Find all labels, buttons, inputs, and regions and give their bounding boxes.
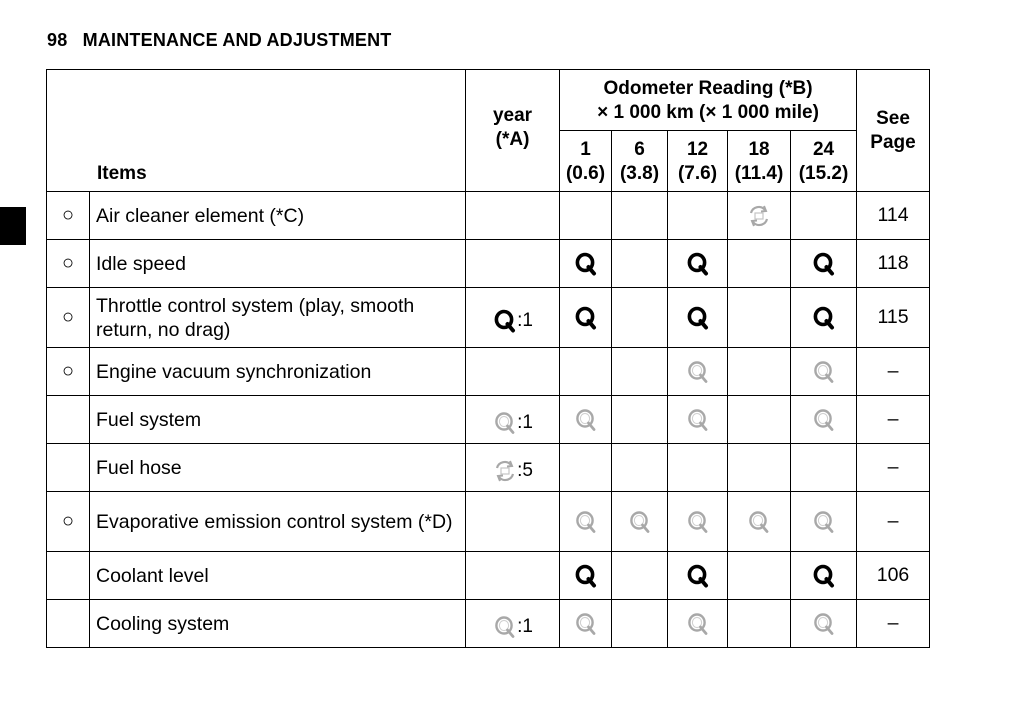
section-tab-marker (0, 207, 26, 245)
inspect-icon (573, 509, 599, 535)
emission-mark: ○ (47, 240, 90, 288)
item-label: Throttle control system (play, smooth return, no drag) (90, 288, 466, 348)
inspect-icon (685, 509, 711, 535)
inspect-icon (573, 407, 599, 433)
year-cell (466, 492, 560, 552)
table-row (47, 396, 930, 444)
see-page: – (857, 396, 930, 444)
year-cell (466, 396, 560, 444)
mile-value: (15.2) (798, 163, 849, 184)
inspect-icon (492, 308, 518, 334)
year-cell (466, 348, 560, 396)
km-value: 24 (812, 139, 835, 160)
km-col-1 (560, 131, 612, 192)
inspect-icon (492, 410, 518, 436)
emission-mark: ○ (47, 288, 90, 348)
inspect-icon (685, 563, 711, 589)
header-year-line1: year (492, 105, 533, 126)
inspect-icon (811, 611, 837, 637)
table-row (47, 492, 930, 552)
page-number: 98 (47, 30, 68, 50)
inspect-icon (685, 251, 711, 277)
table-row (47, 552, 930, 600)
replace-icon (492, 458, 518, 484)
mile-value: (3.8) (619, 163, 660, 184)
inspect-icon (627, 509, 653, 535)
emission-mark (47, 552, 90, 600)
inspect-icon (573, 251, 599, 277)
km-value: 12 (686, 139, 709, 160)
table-row (47, 240, 930, 288)
inspect-icon (685, 359, 711, 385)
item-label: Coolant level (90, 552, 466, 600)
year-cell (466, 600, 560, 648)
item-label: Engine vacuum synchronization (90, 348, 466, 396)
item-label: Idle speed (90, 240, 466, 288)
inspect-icon (746, 509, 772, 535)
emission-mark: ○ (47, 348, 90, 396)
emission-mark (47, 396, 90, 444)
inspect-icon (811, 509, 837, 535)
header-year-line2: (*A) (495, 129, 530, 150)
see-page: 115 (857, 288, 930, 348)
km-value: 6 (634, 139, 645, 160)
see-page: – (857, 492, 930, 552)
table-row (47, 600, 930, 648)
header-see-line2: Page (870, 131, 916, 153)
mile-value: (7.6) (677, 163, 718, 184)
see-page: 114 (857, 192, 930, 240)
page-header (47, 30, 392, 51)
see-page: 106 (857, 552, 930, 600)
km-col-24 (791, 131, 857, 192)
inspect-icon (811, 305, 837, 331)
header-see-line1: See (876, 107, 910, 129)
inspect-icon (685, 407, 711, 433)
header-see-page (857, 70, 930, 192)
header-odometer-line1: Odometer Reading (*B) (603, 78, 813, 99)
emission-mark (47, 444, 90, 492)
maintenance-schedule-table (46, 69, 930, 648)
year-cell (466, 552, 560, 600)
mile-value: (11.4) (734, 163, 784, 184)
emission-mark: ○ (47, 492, 90, 552)
km-value: 1 (580, 139, 591, 160)
km-col-18 (728, 131, 791, 192)
year-cell (466, 288, 560, 348)
table-row (47, 348, 930, 396)
page-title: MAINTENANCE AND ADJUSTMENT (82, 30, 392, 50)
table-row (47, 444, 930, 492)
year-note: :1 (517, 309, 533, 331)
year-cell (466, 240, 560, 288)
inspect-icon (811, 359, 837, 385)
emission-mark: ○ (47, 192, 90, 240)
inspect-icon (573, 305, 599, 331)
year-note: :1 (517, 615, 533, 637)
inspect-icon (811, 407, 837, 433)
header-odometer (560, 70, 857, 131)
year-cell (466, 444, 560, 492)
emission-mark (47, 600, 90, 648)
year-note: :5 (517, 459, 533, 481)
km-col-12 (668, 131, 728, 192)
header-odometer-line2: × 1 000 km (× 1 000 mile) (597, 102, 819, 123)
item-label: Air cleaner element (*C) (90, 192, 466, 240)
table-row (47, 192, 930, 240)
item-label: Cooling system (90, 600, 466, 648)
see-page: 118 (857, 240, 930, 288)
header-year (466, 70, 560, 192)
inspect-icon (573, 563, 599, 589)
header-items: Items (47, 70, 466, 192)
item-label: Fuel system (90, 396, 466, 444)
item-label: Fuel hose (90, 444, 466, 492)
inspect-icon (685, 305, 711, 331)
inspect-icon (811, 251, 837, 277)
km-value: 18 (748, 139, 770, 160)
see-page: – (857, 600, 930, 648)
year-note: :1 (517, 411, 533, 433)
year-cell (466, 192, 560, 240)
inspect-icon (573, 611, 599, 637)
replace-icon (746, 203, 772, 229)
item-label: Evaporative emission control system (*D) (90, 492, 466, 552)
table-row (47, 288, 930, 348)
inspect-icon (685, 611, 711, 637)
km-col-6 (612, 131, 668, 192)
see-page: – (857, 444, 930, 492)
mile-value: (0.6) (565, 163, 606, 184)
inspect-icon (492, 614, 518, 640)
see-page: – (857, 348, 930, 396)
inspect-icon (811, 563, 837, 589)
